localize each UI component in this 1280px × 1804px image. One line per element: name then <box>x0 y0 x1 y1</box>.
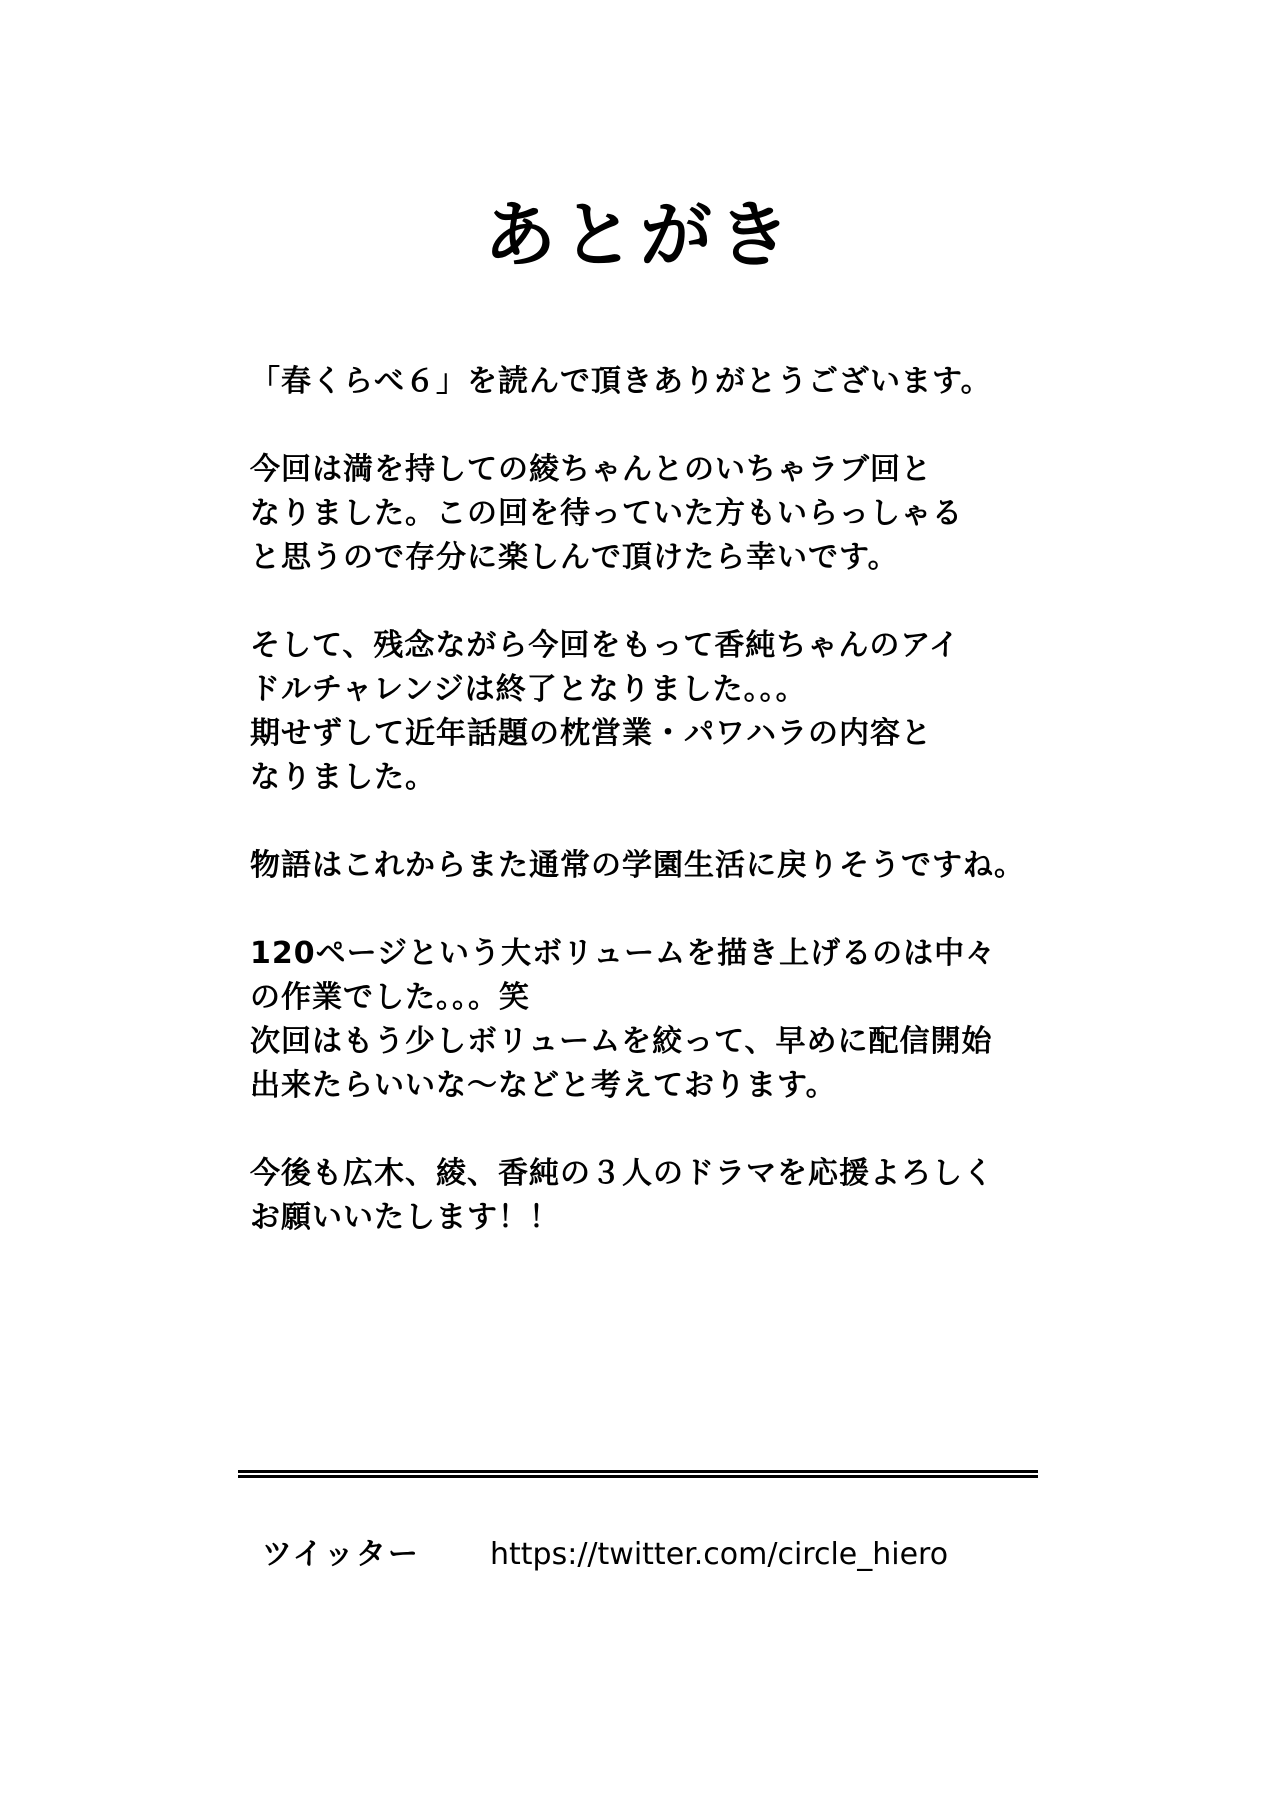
text-line: なりました。 <box>250 760 436 795</box>
text-line: 120ページという大ボリュームを描き上げるのは中々 <box>250 936 997 971</box>
text-line: そして、残念ながら今回をもって香純ちゃんのアイ <box>250 628 960 663</box>
page-title: あとがき <box>483 193 796 277</box>
paragraph-aya-episode <box>250 448 1110 580</box>
paragraph-idol-challenge <box>250 624 1110 800</box>
text-line: の作業でした。。。笑 <box>250 980 530 1015</box>
text-line: 次回はもう少しボリュームを絞って、早めに配信開始 <box>250 1024 993 1059</box>
text-line: 物語はこれからまた通常の学園生活に戻りそうですね。 <box>250 848 1025 883</box>
afterword-body <box>250 360 1110 1284</box>
paragraph-volume <box>250 932 1110 1108</box>
paragraph-thanks <box>250 360 1110 404</box>
text-line: なりました。この回を待っていた方もいらっしゃる <box>250 496 963 531</box>
text-line: 今後も広木、綾、香純の３人のドラマを応援よろしく <box>250 1156 994 1191</box>
paragraph-story <box>250 844 1110 888</box>
double-rule-divider <box>238 1470 1038 1478</box>
footer-twitter <box>262 1530 1062 1580</box>
text-line: 今回は満を持しての綾ちゃんとのいちゃラブ回と <box>250 452 932 487</box>
text-line: ドルチャレンジは終了となりました。。。 <box>250 672 807 707</box>
paragraph-closing <box>250 1152 1110 1240</box>
text-line: と思うので存分に楽しんで頂けたら幸いです。 <box>250 540 899 575</box>
twitter-label: ツイッター <box>262 1537 420 1572</box>
text-line: 期せずして近年話題の枕営業・パワハラの内容と <box>250 716 932 751</box>
text-line: 「春くらべ６」を読んで頂きありがとうございます。 <box>250 364 992 399</box>
twitter-url-link[interactable]: https://twitter.com/circle_hiero <box>490 1537 949 1572</box>
text-line: 出来たらいいな～などと考えております。 <box>250 1068 837 1103</box>
text-line: お願いいたします！！ <box>250 1200 560 1235</box>
